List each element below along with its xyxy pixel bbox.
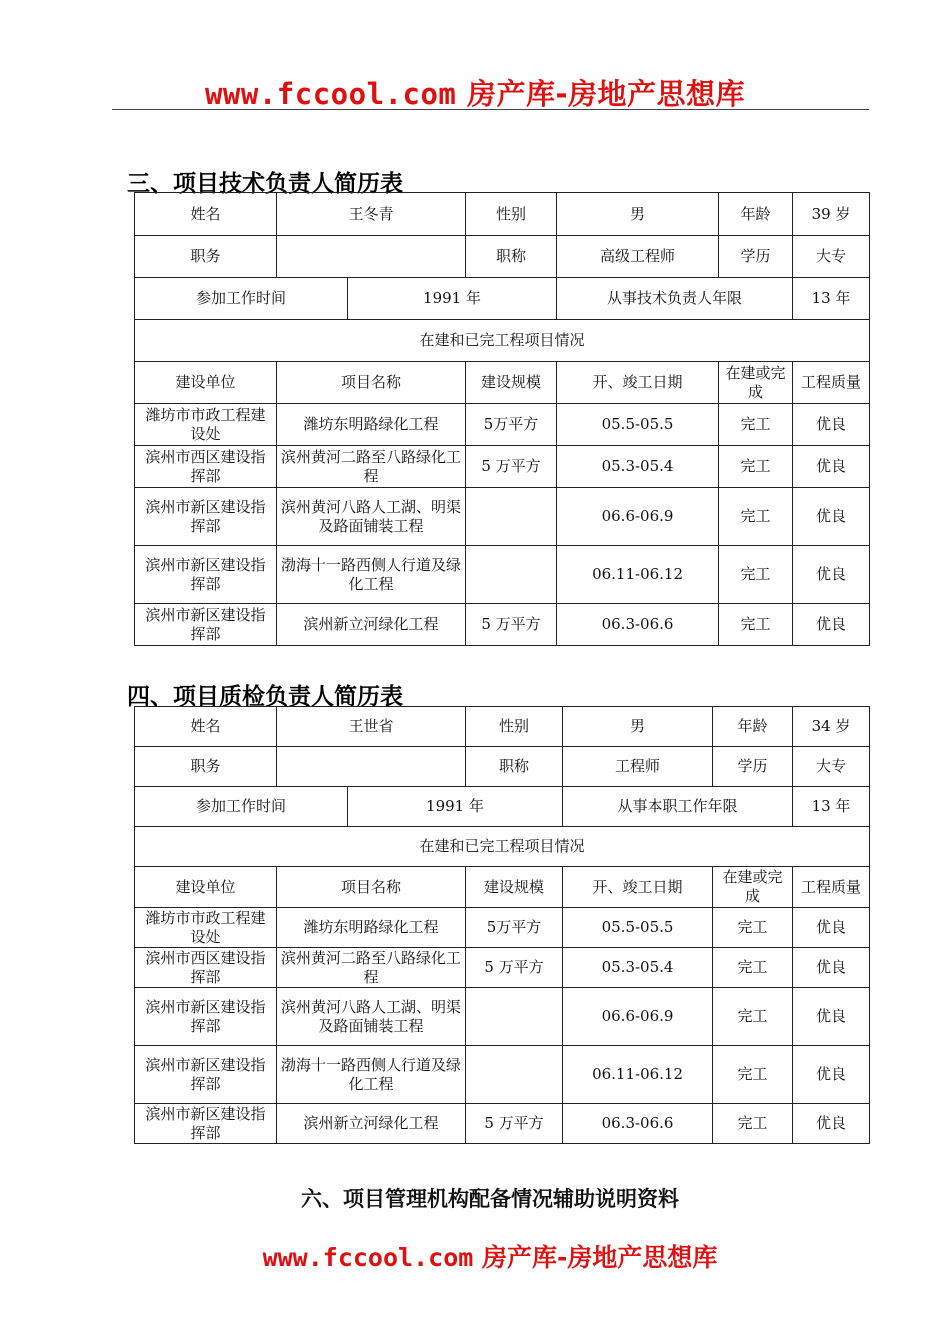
section-title-qc-lead: 四、项目质检负责人简历表 — [127, 684, 403, 710]
job-title-value: 高级工程师 — [557, 236, 719, 278]
site-footer — [0, 1238, 950, 1274]
header-url[interactable]: www.fccool.com — [204, 77, 457, 111]
gender-value: 男 — [557, 193, 719, 236]
cell-status: 完工 — [713, 1046, 793, 1104]
start-work-label: 参加工作时间 — [135, 787, 348, 827]
section-title-tech-lead: 三、项目技术负责人简历表 — [127, 171, 403, 197]
cell-quality: 优良 — [793, 988, 870, 1046]
education-value: 大专 — [793, 236, 870, 278]
cell-client: 滨州市新区建设指挥部 — [135, 1046, 277, 1104]
position-label: 职务 — [135, 236, 277, 278]
job-title-label: 职称 — [466, 747, 563, 787]
cell-quality: 优良 — [793, 404, 870, 446]
cell-status: 完工 — [719, 488, 793, 546]
cell-dates: 06.11-06.12 — [557, 546, 719, 604]
cell-dates: 05.3-05.4 — [563, 948, 713, 988]
cell-project: 滨州黄河八路人工湖、明渠及路面铺装工程 — [277, 988, 466, 1046]
cell-quality: 优良 — [793, 948, 870, 988]
tech-lead-resume-table — [134, 192, 870, 646]
projects-heading: 在建和已完工程项目情况 — [135, 827, 870, 867]
col-header-status: 在建或完成 — [719, 362, 793, 404]
col-header-quality: 工程质量 — [793, 362, 870, 404]
cell-scale: 5 万平方 — [466, 1104, 563, 1144]
years-value: 13 年 — [793, 278, 870, 320]
cell-project: 渤海十一路西侧人行道及绿化工程 — [277, 1046, 466, 1104]
site-header — [0, 72, 950, 113]
start-work-value: 1991 年 — [348, 787, 563, 827]
cell-project: 滨州黄河二路至八路绿化工程 — [277, 948, 466, 988]
cell-quality: 优良 — [793, 1104, 870, 1144]
cell-project: 滨州新立河绿化工程 — [277, 1104, 466, 1144]
cell-client: 滨州市新区建设指挥部 — [135, 988, 277, 1046]
table-row — [135, 948, 870, 988]
cell-status: 完工 — [719, 446, 793, 488]
col-header-project: 项目名称 — [277, 362, 466, 404]
cell-project: 潍坊东明路绿化工程 — [277, 404, 466, 446]
cell-status: 完工 — [719, 604, 793, 646]
age-label: 年龄 — [713, 707, 793, 747]
cell-status: 完工 — [719, 404, 793, 446]
table-row — [135, 1104, 870, 1144]
cell-project: 滨州黄河八路人工湖、明渠及路面铺装工程 — [277, 488, 466, 546]
cell-quality: 优良 — [793, 1046, 870, 1104]
col-header-scale: 建设规模 — [466, 867, 563, 908]
name-label: 姓名 — [135, 707, 277, 747]
cell-client: 滨州市西区建设指挥部 — [135, 446, 277, 488]
cell-scale: 5 万平方 — [466, 446, 557, 488]
cell-dates: 06.6-06.9 — [563, 988, 713, 1046]
cell-client: 潍坊市市政工程建设处 — [135, 908, 277, 948]
col-header-client: 建设单位 — [135, 867, 277, 908]
cell-scale: 5万平方 — [466, 404, 557, 446]
cell-scale — [466, 488, 557, 546]
col-header-dates: 开、竣工日期 — [563, 867, 713, 908]
col-header-dates: 开、竣工日期 — [557, 362, 719, 404]
header-site-name: 房产库-房地产思想库 — [467, 77, 746, 111]
cell-dates: 05.5-05.5 — [563, 908, 713, 948]
cell-project: 潍坊东明路绿化工程 — [277, 908, 466, 948]
cell-status: 完工 — [719, 546, 793, 604]
table-row — [135, 604, 870, 646]
education-label: 学历 — [719, 236, 793, 278]
cell-quality: 优良 — [793, 604, 870, 646]
qc-lead-resume-table — [134, 706, 870, 1144]
position-value — [277, 236, 466, 278]
start-work-value: 1991 年 — [348, 278, 557, 320]
education-label: 学历 — [713, 747, 793, 787]
years-label: 从事技术负责人年限 — [557, 278, 793, 320]
section-title-org-supplement: 六、项目管理机构配备情况辅助说明资料 — [301, 1187, 679, 1211]
cell-quality: 优良 — [793, 546, 870, 604]
cell-dates: 05.3-05.4 — [557, 446, 719, 488]
col-header-project: 项目名称 — [277, 867, 466, 908]
cell-quality: 优良 — [793, 908, 870, 948]
col-header-scale: 建设规模 — [466, 362, 557, 404]
footer-site-name: 房产库-房地产思想库 — [482, 1243, 718, 1272]
name-value: 王世省 — [277, 707, 466, 747]
table-row — [135, 988, 870, 1046]
age-value: 39 岁 — [793, 193, 870, 236]
cell-project: 滨州黄河二路至八路绿化工程 — [277, 446, 466, 488]
years-label: 从事本职工作年限 — [563, 787, 793, 827]
table-row — [135, 404, 870, 446]
cell-dates: 06.3-06.6 — [557, 604, 719, 646]
gender-value: 男 — [563, 707, 713, 747]
cell-project: 渤海十一路西侧人行道及绿化工程 — [277, 546, 466, 604]
table-row — [135, 446, 870, 488]
cell-scale: 5万平方 — [466, 908, 563, 948]
table-row — [135, 908, 870, 948]
cell-quality: 优良 — [793, 446, 870, 488]
name-label: 姓名 — [135, 193, 277, 236]
cell-scale — [466, 1046, 563, 1104]
cell-scale: 5 万平方 — [466, 604, 557, 646]
job-title-value: 工程师 — [563, 747, 713, 787]
table-row — [135, 488, 870, 546]
footer-url[interactable]: www.fccool.com — [262, 1243, 474, 1272]
cell-status: 完工 — [713, 1104, 793, 1144]
cell-status: 完工 — [713, 948, 793, 988]
header-divider — [112, 109, 869, 110]
col-header-quality: 工程质量 — [793, 867, 870, 908]
position-label: 职务 — [135, 747, 277, 787]
cell-scale — [466, 988, 563, 1046]
cell-client: 滨州市新区建设指挥部 — [135, 604, 277, 646]
cell-dates: 05.5-05.5 — [557, 404, 719, 446]
projects-heading: 在建和已完工程项目情况 — [135, 320, 870, 362]
start-work-label: 参加工作时间 — [135, 278, 348, 320]
table-row — [135, 1046, 870, 1104]
education-value: 大专 — [793, 747, 870, 787]
age-value: 34 岁 — [793, 707, 870, 747]
table-row — [135, 546, 870, 604]
gender-label: 性别 — [466, 707, 563, 747]
cell-status: 完工 — [713, 908, 793, 948]
cell-client: 滨州市新区建设指挥部 — [135, 488, 277, 546]
col-header-status: 在建或完成 — [713, 867, 793, 908]
cell-dates: 06.3-06.6 — [563, 1104, 713, 1144]
cell-client: 滨州市新区建设指挥部 — [135, 546, 277, 604]
cell-project: 滨州新立河绿化工程 — [277, 604, 466, 646]
cell-scale — [466, 546, 557, 604]
cell-dates: 06.6-06.9 — [557, 488, 719, 546]
cell-quality: 优良 — [793, 488, 870, 546]
age-label: 年龄 — [719, 193, 793, 236]
col-header-client: 建设单位 — [135, 362, 277, 404]
cell-status: 完工 — [713, 988, 793, 1046]
position-value — [277, 747, 466, 787]
gender-label: 性别 — [466, 193, 557, 236]
cell-client: 滨州市新区建设指挥部 — [135, 1104, 277, 1144]
cell-dates: 06.11-06.12 — [563, 1046, 713, 1104]
cell-client: 潍坊市市政工程建设处 — [135, 404, 277, 446]
job-title-label: 职称 — [466, 236, 557, 278]
cell-client: 滨州市西区建设指挥部 — [135, 948, 277, 988]
name-value: 王冬青 — [277, 193, 466, 236]
years-value: 13 年 — [793, 787, 870, 827]
cell-scale: 5 万平方 — [466, 948, 563, 988]
